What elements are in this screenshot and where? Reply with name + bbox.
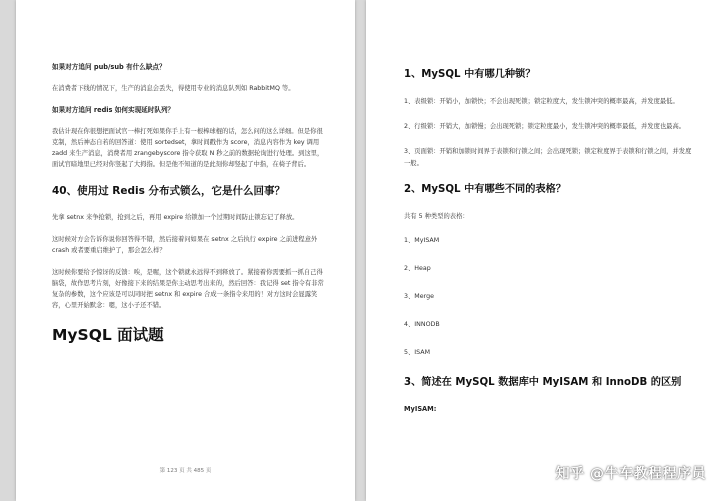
heading-mysql-table-types: 2、MySQL 中有哪些不同的表格？: [404, 184, 566, 195]
table-type-list: [404, 236, 692, 358]
paragraph-table-count: 共有 5 种类型的表格：: [404, 213, 469, 220]
list-item: 1、MyISAM: [404, 237, 440, 244]
paragraph-table-lock: 1、表级锁：开销小，加锁快；不会出现死锁；锁定粒度大，发生锁冲突的概率最高，并发度最低。: [404, 98, 679, 105]
heading-myisam-vs-innodb: 3、简述在 MySQL 数据库中 MyISAM 和 InnoDB 的区别: [404, 377, 682, 388]
list-item: 2、Heap: [404, 265, 431, 272]
document-page-right: [366, 0, 720, 501]
list-item: 5、ISAM: [404, 349, 431, 356]
answer-delay-queue: 我估计现在你很想把面试官一棒打死如果你手上有一根棒球棍的话，怎么问的这么详细。但是你很克制，然后神态自若的回答道：使用 sortedset，拿时间戳作为 score，消息内容作为 key 调用 zadd 来生产消息，消费者用 zrangebyscore 指令获取 N 秒之前的数据轮询进行处理。到这里，面试官暗地里已经对你竖起了大拇指。但是他不知道的是此刻你却竖起了中指，在椅子背后。: [52, 128, 324, 168]
question-pubsub-drawbacks: 如果对方追问 pub/sub 有什么缺点？: [52, 63, 166, 71]
heading-mysql-questions: MySQL 面试题: [52, 326, 164, 344]
page-number: 第 123 页 共 485 页: [159, 468, 212, 474]
paragraph-crash-question: 这时候对方会告诉你说你回答得不错，然后接着问如果在 setnx 之后执行 expire 之前进程意外 crash 或者要重启维护了，那会怎么样？: [52, 236, 318, 254]
document-page-left: [16, 0, 355, 501]
answer-pubsub-drawbacks: 在消费者下线的情况下，生产的消息会丢失，得使用专业的消息队列如 RabbitMQ 等。: [52, 85, 295, 92]
label-myisam: MyISAM:: [404, 405, 437, 413]
question-delay-queue: 如果对方追问 redis 如何实现延时队列？: [52, 106, 175, 114]
list-item: 3、Merge: [404, 293, 434, 300]
heading-mysql-locks: 1、MySQL 中有哪几种锁？: [404, 69, 536, 80]
paragraph-page-lock: 3、页面锁：开销和加锁时间界于表锁和行锁之间；会出现死锁；锁定粒度界于表锁和行锁之间，并发度一般。: [404, 148, 692, 167]
zhihu-watermark: 知乎 @牛车教程程序员: [555, 466, 706, 482]
paragraph-row-lock: 2、行级锁：开销大，加锁慢；会出现死锁；锁定粒度最小，发生锁冲突的概率最低，并发度也最高。: [404, 123, 686, 130]
heading-redis-distributed-lock: 40、使用过 Redis 分布式锁么，它是什么回事？: [52, 185, 285, 197]
paragraph-set-command: 这时候你要给予惊讶的反馈：唉，是喔，这个锁就永远得不到释放了。紧接着你需要抓一抓自己得脑袋，故作思考片刻，好像接下来的结果是你主动思考出来的，然后回答：我记得 set 指令有非常复杂的参数，这个应该是可以同时把 setnx 和 expire 合成一条指令来用的！对方这时会显露笑容，心里开始默念：嗯，这小子还不错。: [52, 269, 324, 309]
list-item: 4、INNODB: [404, 321, 440, 328]
paragraph-setnx: 先拿 setnx 来争抢锁，抢到之后，再用 expire 给锁加一个过期时间防止锁忘记了释放。: [52, 214, 299, 221]
